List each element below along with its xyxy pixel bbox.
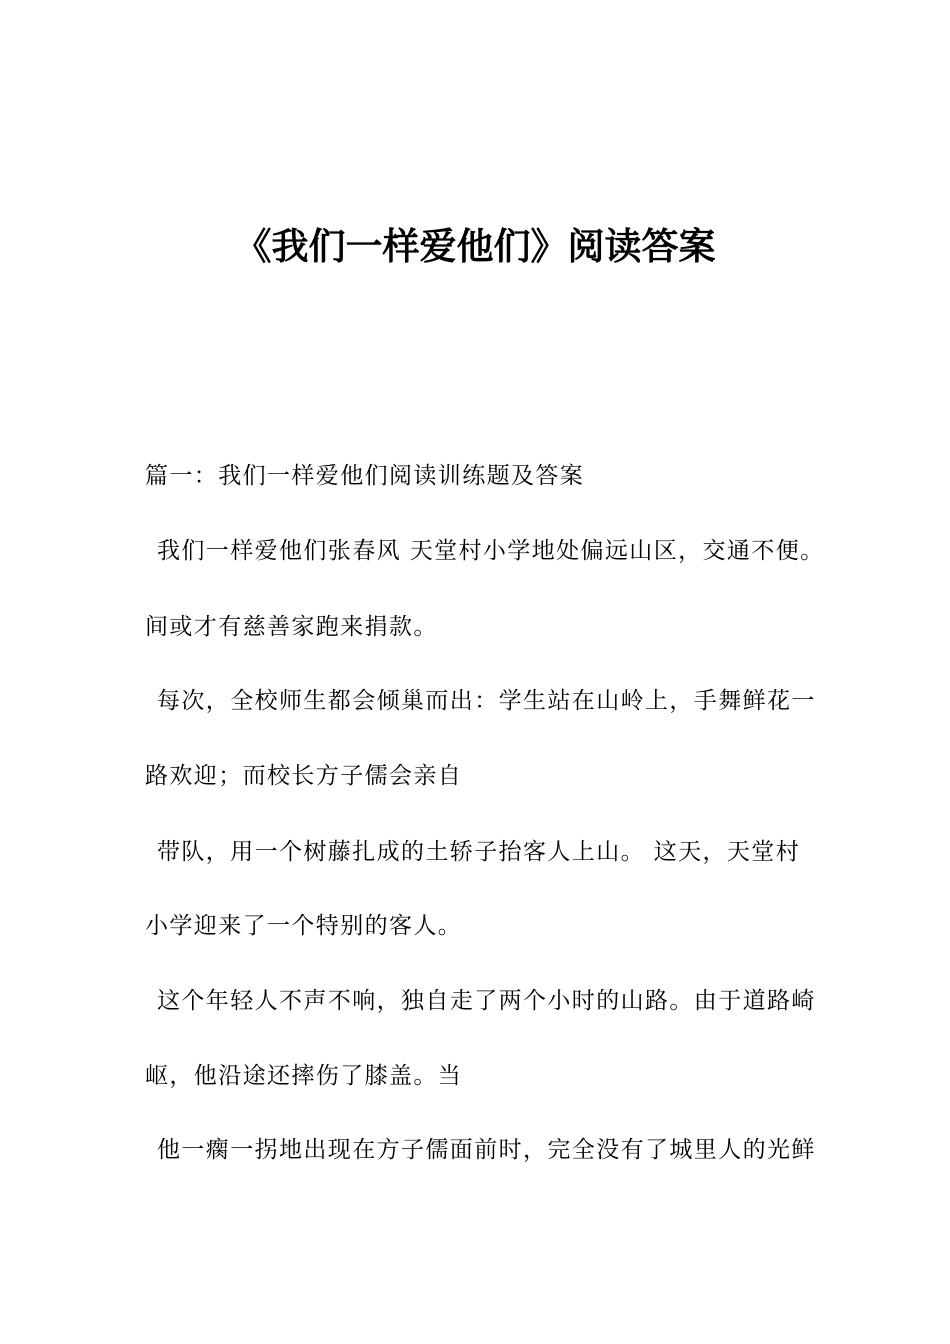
paragraph-line: 路欢迎；而校长方子儒会亲自 [145, 763, 463, 789]
section-heading: 篇一：我们一样爱他们阅读训练题及答案 [145, 463, 585, 489]
paragraph-line: 每次，全校师生都会倾巢而出：学生站在山岭上，手舞鲜花一 [157, 688, 816, 714]
paragraph-line: 这个年轻人不声不响，独自走了两个小时的山路。由于道路崎 [157, 988, 816, 1014]
paragraph-line: 小学迎来了一个特别的客人。 [145, 913, 463, 939]
paragraph-line: 岖，他沿途还摔伤了膝盖。当 [145, 1063, 463, 1089]
paragraph-line: 我们一样爱他们张春风 天堂村小学地处偏远山区，交通不便。 [157, 538, 825, 564]
paragraph-line: 他一瘸一拐地出现在方子儒面前时，完全没有了城里人的光鲜 [157, 1137, 816, 1163]
document-title: 《我们一样爱他们》阅读答案 [234, 225, 716, 268]
paragraph-line: 间或才有慈善家跑来捐款。 [145, 614, 438, 640]
paragraph-line: 带队，用一个树藤扎成的土轿子抬客人上山。 这天，天堂村 [157, 839, 801, 865]
